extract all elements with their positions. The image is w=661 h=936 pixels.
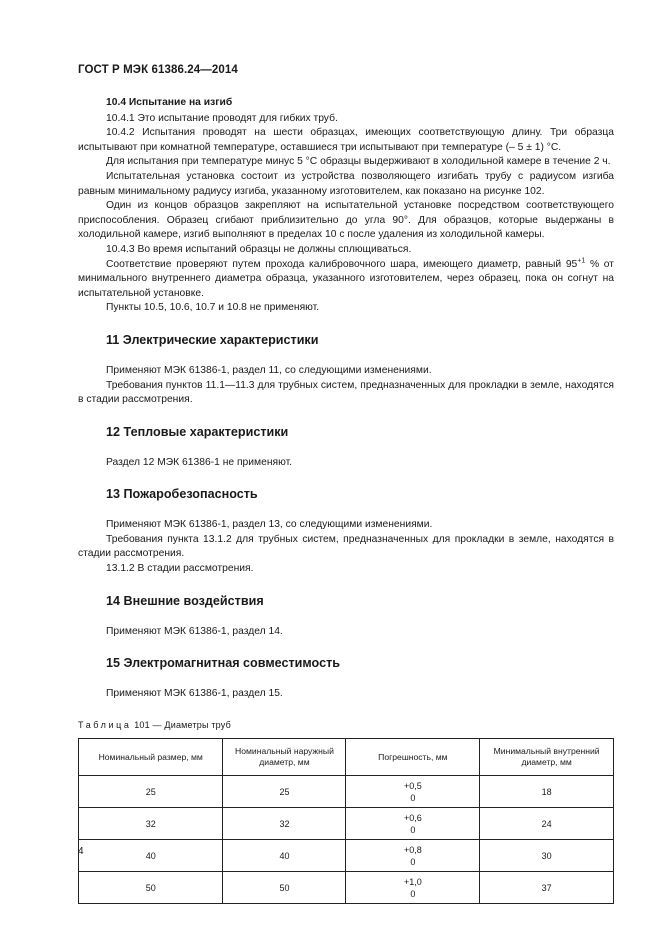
cell-tolerance <box>346 808 480 840</box>
table-caption-title: 101 — Диаметры труб <box>131 719 231 730</box>
paragraph-test-setup: Испытательная установка состоит из устройства позволяющего изгибать трубу с радиусом изгиба равным минимальному радиусу изгиба, указанному изготовителем, как показано на рисунке 102. <box>78 170 614 197</box>
document-body <box>78 96 614 904</box>
paragraph-10-4-3: 10.4.3 Во время испытаний образцы не должны сплющиваться. <box>106 243 412 255</box>
paragraph-compliance-check <box>78 258 614 302</box>
paragraph-15: Применяют МЭК 61386-1, раздел 15. <box>106 688 283 700</box>
tolerance-superscript: +1 <box>577 257 586 265</box>
tolerance-lower: 0 <box>410 824 416 835</box>
page-number: 4 <box>78 846 84 857</box>
table-row <box>79 808 614 840</box>
tolerance-upper: +0,8 <box>403 844 422 855</box>
paragraph-10-4-1: 10.4.1 Это испытание проводят для гибких труб. <box>106 112 338 124</box>
compliance-text-a: Соответствие проверяют путем прохода калибровочного шара, имеющего диаметр, равный 95 <box>106 258 578 270</box>
paragraph-11-apply: Применяют МЭК 61386-1, раздел 11, со следующими изменениями. <box>106 364 432 376</box>
paragraph-not-applied: Пункты 10.5, 10.6, 10.7 и 10.8 не применяют. <box>106 302 320 314</box>
cell-inner: 37 <box>480 872 614 904</box>
tolerance-lower: 0 <box>410 888 416 899</box>
paragraph-14: Применяют МЭК 61386-1, раздел 14. <box>106 625 283 637</box>
cell-outer: 25 <box>223 776 346 808</box>
section-heading-13: 13 Пожаробезопасность <box>106 487 258 502</box>
col-header-inner-diameter: Минимальный внутренний диаметр, мм <box>480 739 614 776</box>
tolerance-upper: +1,0 <box>403 876 422 887</box>
col-header-tolerance: Погрешность, мм <box>346 739 480 776</box>
cell-nominal: 50 <box>79 872 223 904</box>
col-header-nominal-size: Номинальный размер, мм <box>79 739 223 776</box>
compliance-text-b: % от минимального внутреннего диаметра образца, указанного изготовителем, через образец, пока он согнут на испытательной установке. <box>78 258 615 299</box>
paragraph-cold-chamber: Для испытания при температуре минус 5 °С образцы выдерживают в холодильной камере в течение 2 ч. <box>106 156 611 168</box>
paragraph-10-4-2: 10.4.2 Испытания проводят на шести образцах, имеющих соответствующую длину. Три образца испытывают при комнатной температуре, оставшиеся три испытывают при температуре (– 5 ± 1) °С. <box>78 127 614 153</box>
cell-inner: 30 <box>480 840 614 872</box>
section-heading-12: 12 Тепловые характеристики <box>106 424 289 439</box>
paragraph-13-apply: Применяют МЭК 61386-1, раздел 13, со следующими изменениями. <box>106 519 433 531</box>
cell-nominal: 25 <box>79 776 223 808</box>
table-row <box>79 776 614 808</box>
cell-inner: 18 <box>480 776 614 808</box>
section-heading-11: 11 Электрические характеристики <box>106 332 319 347</box>
paragraph-12: Раздел 12 МЭК 61386-1 не применяют. <box>106 456 293 468</box>
tolerance-lower: 0 <box>410 856 416 867</box>
section-heading-15: 15 Электромагнитная совместимость <box>106 656 340 671</box>
cell-tolerance <box>346 840 480 872</box>
col-header-outer-diameter: Номинальный наружный диаметр, мм <box>223 739 346 776</box>
cell-inner: 24 <box>480 808 614 840</box>
document-header: ГОСТ Р МЭК 61386.24—2014 <box>78 64 238 76</box>
diameters-table <box>78 738 614 904</box>
tolerance-upper: +0,6 <box>403 812 422 823</box>
table-caption <box>78 718 614 733</box>
cell-tolerance <box>346 872 480 904</box>
cell-tolerance <box>346 776 480 808</box>
paragraph-11-requirements: Требования пунктов 11.1—11.3 для трубных систем, предназначенных для прокладки в земле, находятся в стадии рассмотрения. <box>78 379 614 406</box>
cell-outer: 50 <box>223 872 346 904</box>
table-header-row <box>79 739 614 776</box>
cell-outer: 40 <box>223 840 346 872</box>
cell-nominal: 40 <box>79 840 223 872</box>
tolerance-lower: 0 <box>410 792 416 803</box>
paragraph-sample-fixing: Один из концов образцов закрепляют на испытательной установке посредством соответствующего приспособления. Образец сгибают приблизительно до угла 90°. Для образцов, которые выдержаны в холодильной камере, изгиб выполняют в пределах 10 с после удаления из холодильной камеры. <box>78 200 614 241</box>
cell-nominal: 32 <box>79 808 223 840</box>
paragraph-13-requirements: Требования пункта 13.1.2 для трубных систем, предназначенных для прокладки в земле, находятся в стадии рассмотрения. <box>78 533 614 560</box>
section-heading-14: 14 Внешние воздействия <box>106 593 264 608</box>
table-row <box>79 840 614 872</box>
tolerance-upper: +0,5 <box>403 780 422 791</box>
cell-outer: 32 <box>223 808 346 840</box>
paragraph-13-1-2: 13.1.2 В стадии рассмотрения. <box>106 563 254 575</box>
subsection-heading-10-4: 10.4 Испытание на изгиб <box>106 97 233 108</box>
table-row <box>79 872 614 904</box>
table-caption-word: Таблица <box>78 719 132 730</box>
